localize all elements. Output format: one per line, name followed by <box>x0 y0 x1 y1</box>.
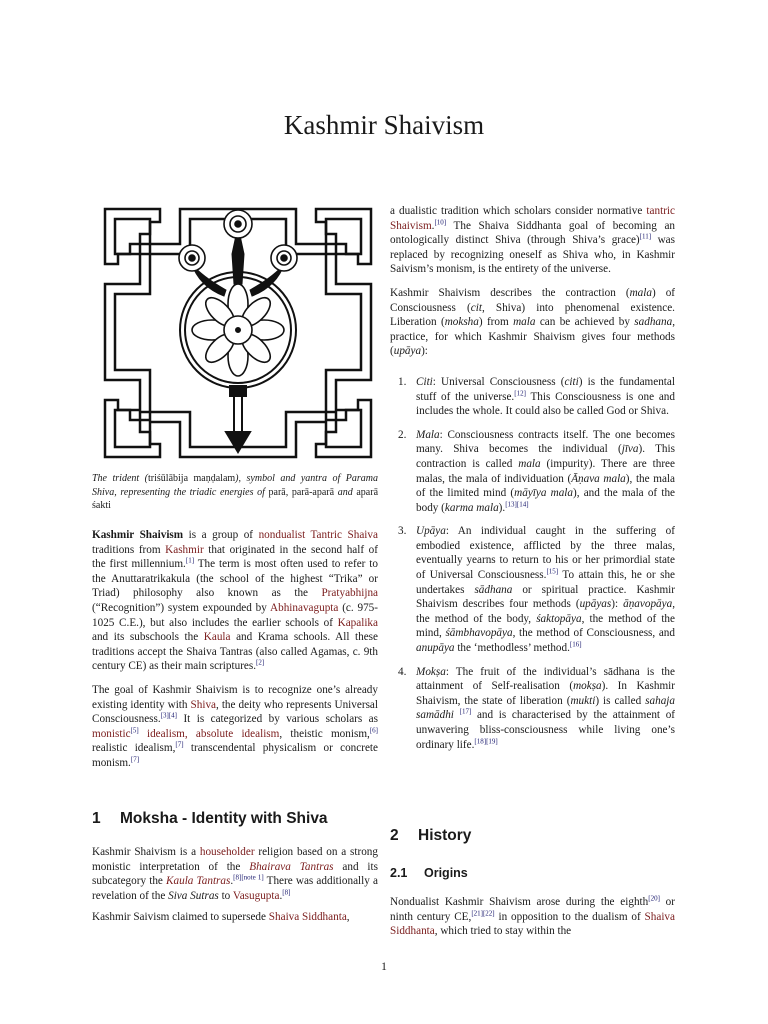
page-title: Kashmir Shaivism <box>283 110 485 140</box>
link-monistic[interactable]: monistic <box>92 727 131 740</box>
ref-21-22[interactable]: [21][22] <box>471 908 495 917</box>
methods-list <box>390 375 675 752</box>
ref-7b[interactable]: [7] <box>130 755 140 764</box>
ref-7a[interactable]: [7] <box>175 740 184 749</box>
page-number: 1 <box>381 961 387 973</box>
dualistic-paragraph: a dualistic tradition which scholars consider normative tantric Shaivism.[10] The Shaiva Siddhanta goal of becoming an ontologically distinct Shiva (through Shiva’s grace)[11] was replaced by recognizing oneself as Shiva who, in Kashmir Saivism’s monism, is the entirety of the universe. <box>390 205 675 276</box>
ref-18-19[interactable]: [18][19] <box>474 736 498 745</box>
link-kaula[interactable]: Kaula <box>203 631 231 644</box>
link-kaula-tantras[interactable]: Kaula Tantras <box>166 875 231 888</box>
link-householder[interactable]: householder <box>199 846 255 858</box>
link-kapalika[interactable]: Kapalika <box>337 616 378 629</box>
list-item: 2. Mala: Consciousness contracts itself. The one becomes many. Shiva becomes the individual (jīva). This contraction is called mala (impurity). There are three malas, the mala of individuation (Āṇava mala), the mala of the limited mind (māyīya mala), and the mala of the body (karma mala).[13][14] <box>398 428 676 514</box>
ref-11[interactable]: [11] <box>639 232 652 241</box>
list-item: 1. Citi: Universal Consciousness (citi) is the fundamental stuff of the universe.[12] This Consciousness is one and includes the whole. It could also be called God or Shiva. <box>398 375 675 418</box>
ref-13-14[interactable]: [13][14] <box>505 499 529 508</box>
left-column <box>92 528 378 780</box>
trident-handle <box>226 386 250 452</box>
moksha-paragraph: Kashmir Shaivism is a householder religion based on a strong monistic interpretation of the Bhairava Tantras and its subcategory the Kaula Tantras.[8][note 1] There was additionally a revelation of the Siva Sutras to Vasugupta.[8] <box>92 846 378 902</box>
link-nondualist-tantric-shaiva[interactable]: nondualist Tantric Shaiva <box>258 529 378 541</box>
moksha-text <box>92 845 378 932</box>
ref-8-note1[interactable]: [8][note 1] <box>233 873 264 882</box>
ref-16[interactable]: [16] <box>569 640 582 649</box>
ref-10[interactable]: [10] <box>434 217 447 226</box>
section-heading-history: 2 History <box>390 827 472 844</box>
ref-2[interactable]: [2] <box>256 658 265 667</box>
link-abhinavagupta[interactable]: Abhinavagupta <box>270 601 339 614</box>
right-column <box>390 204 675 761</box>
link-shiva[interactable]: Shiva <box>190 698 217 711</box>
supersede-paragraph: Kashmir Saivism claimed to supersede Shaiva Siddhanta, <box>92 911 350 924</box>
figure-caption: The trident (triśūlābija maṇḍalam), symbol and yantra of Parama Shiva, representing the triadic energies of parā, parā-aparā and aparā śakti <box>92 473 379 511</box>
intro-paragraph: Kashmir Shaivism is a group of nondualist Tantric Shaiva traditions from Kashmir that originated in the second half of the first millennium.[1] The term is most often used to refer to the Anuttaratrikakula (the school of the highest “Trika” or Triad) philosophy also known as the Pratyabhijna (“Recognition”) system expounded by Abhinavagupta (c. 975-1025 C.E.), but also includes the earlier schools of Kapalika and its subschools the Kaula and Krama schools. All these traditions accept the Shaiva Tantras (also called Agamas, c. 9th century CE) as their main scriptures.[2] <box>92 529 378 673</box>
ref-6[interactable]: [6] <box>369 725 378 734</box>
link-shaiva-siddhanta-2[interactable]: Shaiva Siddhanta <box>390 910 675 938</box>
origins-paragraph: Nondualist Kashmir Shaivism arose during the eighth[20] or ninth century CE,[21][22] in opposition to the dualism of Shaiva Siddhanta, which tried to stay within the <box>390 894 675 938</box>
ref-17[interactable]: [17] <box>459 707 472 716</box>
ref-8[interactable]: [8] <box>282 888 291 897</box>
contraction-paragraph: Kashmir Shaivism describes the contraction (mala) of Consciousness (cit, Shiva) into phenomenal existence. Liberation (moksha) from mala can be achieved by sadhana, practice, for which Kashmir Shaivism gives four methods (upāya): <box>390 286 676 358</box>
link-pratyabhijna[interactable]: Pratyabhijna <box>321 587 378 600</box>
link-kashmir[interactable]: Kashmir <box>165 543 204 556</box>
origins-text <box>390 895 675 939</box>
subsection-heading-origins: 2.1 Origins <box>390 866 468 880</box>
link-shaiva-siddhanta[interactable]: Shaiva Siddhanta <box>268 911 347 924</box>
ref-15[interactable]: [15] <box>546 567 559 576</box>
ref-20[interactable]: [20] <box>648 894 660 903</box>
list-item: 4. Mokṣa: The fruit of the individual’s sādhana is the attainment of Self-realisation (mokṣa). In Kashmir Shaivism, the state of liberation (mukti) is called sahaja samādhi [17] and is characterised by the attainment of unwavering bliss-consciousness while living one’s ordinary life.[18][19] <box>398 665 676 751</box>
link-bhairava-tantras[interactable]: Bhairava Tantras <box>249 860 334 873</box>
link-vasugupta[interactable]: Vasugupta <box>232 889 280 902</box>
ref-12[interactable]: [12] <box>514 388 526 397</box>
link-tantric-shaivism[interactable]: tantric Shaivism <box>390 205 675 232</box>
link-absolute-idealism[interactable]: idealism, absolute idealism <box>146 727 280 740</box>
list-item: 3. Upāya: An individual caught in the suffering of embodied existence, afflicted by the three malas, eventually yearns to return to his or her primordial state of Universal Consciousness.[15] To attain this, he or she undertakes sādhana or spiritual practice. Kashmir Shaivism describes four methods (upāyas): āṇavopāya, the method of the body, śaktopāya, the method of the mind, śāmbhavopāya, the method of Consciousness, and anupāya the ‘methodless’ method.[16] <box>398 525 676 655</box>
section-heading-moksha: 1 Moksha - Identity with Shiva <box>92 810 328 827</box>
trident-yantra-figure <box>100 204 376 462</box>
ref-5[interactable]: [5] <box>130 725 139 734</box>
ref-1[interactable]: [1] <box>185 556 195 565</box>
ref-3-4[interactable]: [3][4] <box>160 711 178 720</box>
goal-paragraph: The goal of Kashmir Shaivism is to recognize one’s already existing identity with Shiva, the deity who represents Universal Consciousness.[3][4] It is categorized by various scholars as monistic[5] idealism, absolute idealism, theistic monism,[6] realistic idealism,[7] transcendental physicalism or concrete monism.[7] <box>92 683 378 769</box>
